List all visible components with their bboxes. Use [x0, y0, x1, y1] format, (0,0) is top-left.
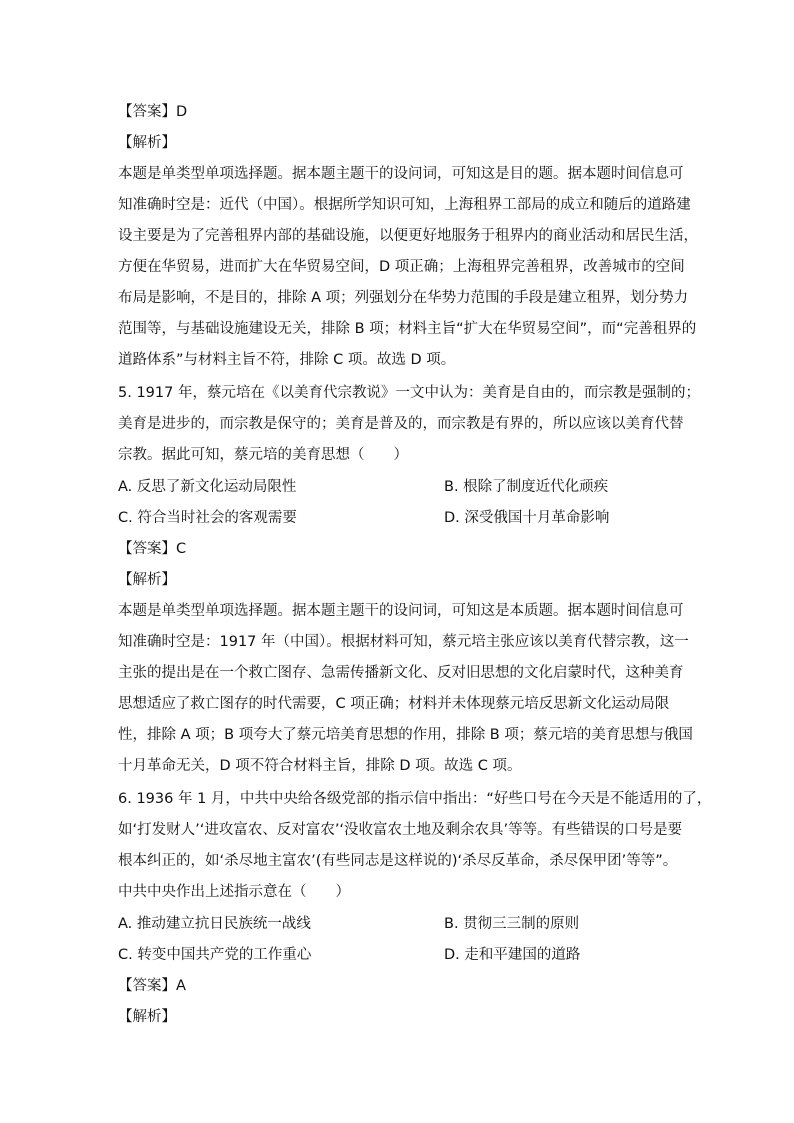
q5-stem-line: 宗教。据此可知，蔡元培的美育思想（ ）: [118, 447, 408, 463]
q5-analysis-line: 性，排除 A 项；B 项夸大了蔡元培美育思想的作用，排除 B 项；蔡元培的美育思想与俄国: [118, 727, 693, 743]
q4-analysis-line: 范围等，与基础设施建设无关，排除 B 项；材料主旨“扩大在华贸易空间”，而“完善租界的: [118, 321, 697, 337]
q6-stem-line: 6. 1936 年 1 月，中共中央给各级党部的指示信中指出：“好些口号在今天是不能适用的了，: [118, 791, 712, 807]
q4-answer: 【答案】D: [118, 104, 188, 120]
q4-analysis-line: 布局是影响，不是目的，排除 A 项；列强划分在华势力范围的手段是建立租界，划分势力: [118, 290, 689, 306]
q4-analysis-line: 本题是单类型单项选择题。据本题主题干的设问词，可知这是目的题。据本题时间信息可: [118, 166, 684, 182]
q4-analysis-label: 【解析】: [118, 135, 176, 151]
q6-analysis-label: 【解析】: [118, 1009, 176, 1025]
q6-option-a[interactable]: A. 推动建立抗日民族统一战线: [118, 916, 311, 932]
q4-analysis-line: 道路体系”与材料主旨不符，排除 C 项。故选 D 项。: [118, 352, 456, 368]
q4-analysis-line: 设主要是为了完善租界内部的基础设施，以便更好地服务于租界内的商业活动和居民生活，: [118, 228, 698, 244]
q5-analysis-line: 本题是单类型单项选择题。据本题主题干的设问词，可知这是本质题。据本题时间信息可: [118, 603, 684, 619]
q6-answer: 【答案】A: [118, 978, 186, 994]
q5-option-c[interactable]: C. 符合当时社会的客观需要: [118, 510, 297, 526]
q5-option-b[interactable]: B. 根除了制度近代化顽疾: [444, 479, 609, 495]
q5-analysis-line: 知准确时空是：1917 年（中国）。根据材料可知，蔡元培主张应该以美育代替宗教，这一: [118, 634, 689, 650]
q6-stem-line: 如‘打发财人’‘进攻富农、反对富农’‘没收富农土地及剩余农具’等等。有些错误的口号是要: [118, 822, 683, 838]
q5-analysis-label: 【解析】: [118, 572, 176, 588]
q6-option-b[interactable]: B. 贯彻三三制的原则: [444, 916, 580, 932]
q5-analysis-line: 思想适应了救亡图存的时代需要，C 项正确；材料并未体现蔡元培反思新文化运动局限: [118, 696, 670, 712]
q5-option-d[interactable]: D. 深受俄国十月革命影响: [444, 510, 610, 526]
q5-analysis-line: 十月革命无关，D 项不符合材料主旨，排除 D 项。故选 C 项。: [118, 758, 522, 774]
q6-stem-line: 根本纠正的，如‘杀尽地主富农’(有些同志是这样说的)‘杀尽反革命，杀尽保甲团’等等”。: [118, 853, 678, 869]
q4-analysis-line: 知准确时空是：近代（中国）。根据所学知识可知，上海租界工部局的成立和随后的道路建: [118, 197, 691, 213]
q6-option-c[interactable]: C. 转变中国共产党的工作重心: [118, 947, 312, 963]
q6-stem-line: 中共中央作出上述指示意在（ ）: [118, 884, 350, 900]
q5-stem-line: 5. 1917 年，蔡元培在《以美育代宗教说》一文中认为：美育是自由的，而宗教是强制的；: [118, 385, 700, 401]
q5-stem-line: 美育是进步的，而宗教是保守的；美育是普及的，而宗教是有界的，所以应该以美育代替: [118, 416, 684, 432]
q5-option-a[interactable]: A. 反思了新文化运动局限性: [118, 479, 297, 495]
q6-option-d[interactable]: D. 走和平建国的道路: [444, 947, 581, 963]
q5-analysis-line: 主张的提出是在一个救亡图存、急需传播新文化、反对旧思想的文化启蒙时代，这种美育: [118, 665, 684, 681]
q4-analysis-line: 方便在华贸易，进而扩大在华贸易空间，D 项正确；上海租界完善租界，改善城市的空间: [118, 259, 685, 275]
q5-answer: 【答案】C: [118, 541, 187, 557]
